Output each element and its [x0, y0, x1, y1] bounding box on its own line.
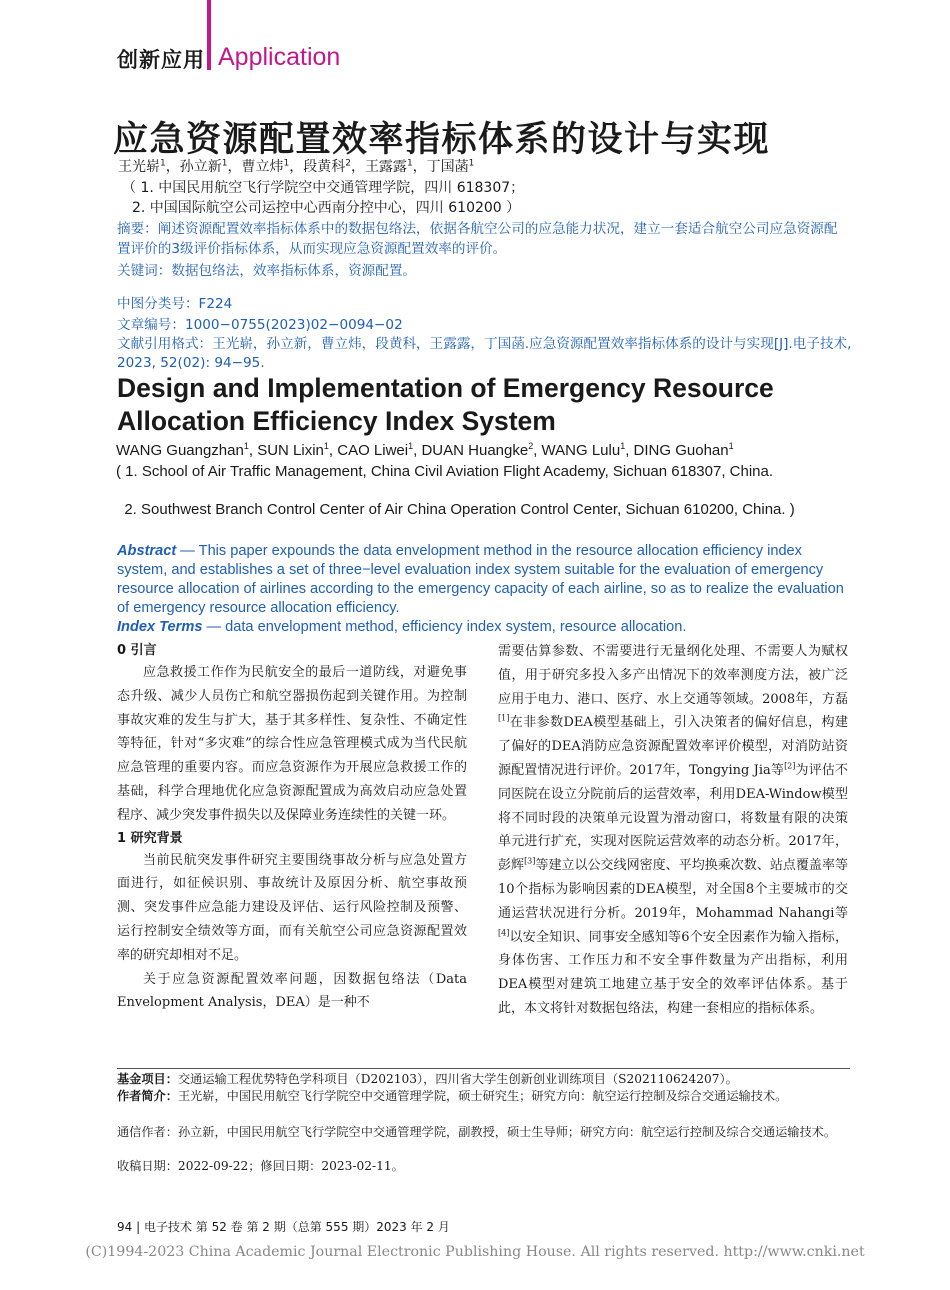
- reference-3[interactable]: [3]: [524, 856, 536, 866]
- affiliation-en-2: 2. Southwest Branch Control Center of Air China Operation Control Center, Sichuan 610200, China. ): [124, 501, 795, 518]
- class-number: 中图分类号：F224: [117, 296, 233, 312]
- background-paragraph-2: 关于应急资源配置效率问题，因数据包络法（Data Envelopment Analysis，DEA）是一种不: [117, 971, 467, 1011]
- author-cn: 王光崭: [118, 159, 160, 175]
- corresponding-note: [117, 1124, 852, 1141]
- page-footer: 94 | 电子技术 第 52 卷 第 2 期（总第 555 期）2023 年 2 月: [117, 1220, 450, 1234]
- authors-cn: 王光崭$^1$，孙立新$^1$，曹立炜$^1$，段黄科$^2$，王露露$^1$，丁国菡$^1$: [118, 158, 475, 175]
- title-cn: 应急资源配置效率指标体系的设计与实现: [113, 120, 771, 160]
- intro-paragraph: 应急救援工作作为民航安全的最后一道防线，对避免事态升级、减少人员伤亡和航空器损伤起到关键作用。为控制事故灾难的发生与扩大，基于其多样性、复杂性、不确定性等特征，针对“多灾难”的综合性应急管理模式成为当代民航应急管理的重要内容。而应急资源作为开展应急救援工作的基础，科学合理地优化应急资源配置成为高效启动应急处置程序、减少突发事件损失以及保障业务连续性的关键一环。: [117, 665, 467, 823]
- author-en: WANG Guangzhan: [116, 442, 244, 459]
- keywords-en-text: data envelopment method, efficiency index system, resource allocation.: [225, 619, 687, 635]
- author-en: SUN Lixin: [257, 442, 324, 459]
- author-cn: 王露露: [364, 159, 407, 175]
- fund-label: 基金项目：: [117, 1072, 178, 1086]
- author-bio-label: 作者简介：: [117, 1089, 178, 1103]
- author-en: DING Guohan: [633, 442, 729, 459]
- section-heading-background: 1 研究背景: [117, 830, 183, 846]
- header-accent-bar: [207, 0, 211, 70]
- author-en: WANG Lulu: [541, 442, 621, 459]
- abstract-cn: 摘要：阐述资源配置效率指标体系中的数据包络法，依据各航空公司的应急能力状况，建立一套适合航空公司应急资源配置评价的3级评价指标体系，从而实现应急资源配置效率的评价。: [117, 221, 838, 257]
- keywords-en-label: Index Terms: [117, 619, 203, 635]
- abstract-en: Abstract — This paper expounds the data envelopment method in the resource allocation efficiency index system, and establishes a set of three−level evaluation index system suitable for the evaluation of emergency resource allocation of airlines according to the emergency capacity of each airline, so as to realize the evaluation of emergency resource allocation efficiency.: [117, 543, 844, 616]
- affiliation-cn-1: （ 1. 中国民用航空飞行学院空中交通管理学院，四川 618307；: [122, 180, 525, 196]
- section-heading-intro: 0 引言: [117, 643, 157, 658]
- reference-1[interactable]: [1]: [498, 714, 510, 724]
- title-en-line-1: Design and Implementation of Emergency Resource: [117, 373, 774, 403]
- keywords-en: Index Terms — data envelopment method, efficiency index system, resource allocation.: [117, 619, 687, 635]
- reference-4[interactable]: [4]: [498, 928, 510, 938]
- author-cn: 丁国菡: [426, 159, 469, 175]
- copyright-notice: (C)1994-2023 China Academic Journal Electronic Publishing House. All rights reserved. http://www.cnki.net: [85, 1244, 865, 1260]
- background-paragraph-1: 当前民航突发事件研究主要围绕事故分析与应急处置方面进行，如征候识别、事故统计及原因分析、航空事故预测、突发事件应急能力建设及评估、运行风险控制及预警、运行控制安全绩效等方面，而有关航空公司应急资源配置效率的研究却相对不足。: [117, 852, 467, 963]
- corresponding-label: 通信作者：: [117, 1125, 178, 1139]
- author-cn: 段黄科: [303, 159, 346, 175]
- abstract-en-text: This paper expounds the data envelopment method in the resource allocation efficiency index system, and establishes a set of three−level evaluation index system suitable for the evaluation of emergency resource allocation of airlines according to the emergency capacity of each airline, so as to realize the evaluation of emergency resource allocation efficiency.: [117, 543, 844, 616]
- reference-2[interactable]: [2]: [784, 761, 796, 771]
- author-bio-text: 王光崭，中国民用航空飞行学院空中交通管理学院，硕士研究生；研究方向：航空运行控制及综合交通运输技术。: [177, 1089, 788, 1103]
- authors-en: WANG Guangzhan$^1$, SUN Lixin$^1$, CAO Liwei$^1$, DUAN Huangke$^2$, WANG Lulu$^1$, DING Guohan$^1$: [116, 441, 734, 459]
- body-column-left: [117, 640, 467, 1015]
- author-en: DUAN Huangke: [421, 442, 529, 459]
- citation-format: 文献引用格式：王光崭，孙立新，曹立炜，段黄科，王露露，丁国菡.应急资源配置效率指标体系的设计与实现[J].电子技术, 2023, 52(02): 94−95.: [117, 336, 852, 371]
- title-en: [117, 372, 877, 438]
- section-tag-cn: 创新应用: [117, 48, 205, 72]
- author-cn: 曹立炜: [241, 159, 284, 175]
- footnote-divider: [117, 1068, 850, 1069]
- dates-note: 收稿日期：2022-09-22；修回日期：2023-02-11。: [117, 1159, 404, 1173]
- affiliation-en-1: ( 1. School of Air Traffic Management, China Civil Aviation Flight Academy, Sichuan 618307, China.: [116, 463, 774, 480]
- abstract-en-label: Abstract: [117, 543, 177, 559]
- fund-note: [117, 1071, 852, 1088]
- keywords-cn: 关键词：数据包络法，效率指标体系，资源配置。: [117, 263, 417, 279]
- fund-text: 交通运输工程优势特色学科项目（D202103），四川省大学生创新创业训练项目（S202110624207）。: [177, 1072, 738, 1086]
- body-column-right: [498, 640, 848, 1021]
- section-tag-en: Application: [218, 43, 341, 71]
- author-cn: 孙立新: [179, 159, 222, 175]
- author-note: [117, 1088, 852, 1105]
- corresponding-text: 孙立新，中国民用航空飞行学院空中交通管理学院，副教授，硕士生导师；研究方向：航空运行控制及综合交通运输技术。: [177, 1125, 837, 1139]
- title-en-line-2: Allocation Efficiency Index System: [117, 406, 556, 436]
- background-paragraph-2-continued: 需要估算参数、不需要进行无量纲化处理、不需要人为赋权值，用于研究多投入多产出情况下的效率测度方法，被广泛应用于电力、港口、医疗、水上交通等领域。2008年，方磊[1]在非参数DEA模型基础上，引入决策者的偏好信息，构建了偏好的DEA消防应急资源配置效率评价模型，对消防站资源配置情况进行评价。2017年，Tongying Jia等[2]为评估不同医院在设立分院前后的运营效率，利用DEA-Window模型将不同时段的决策单元设置为滑动窗口，将数量有限的决策单元进行扩充，实现对医院运营效率的动态分析。2017年，彭辉[3]等建立以公交线网密度、平均换乘次数、站点覆盖率等10个指标为影响因素的DEA模型，对全国8个主要城市的交通运营状况进行分析。2019年，Mohammad Nahangi等[4]以安全知识、同事安全感知等6个安全因素作为输入指标，身体伤害、工作压力和不安全事件数量为产出指标，利用DEA模型对建筑工地建立基于安全的效率评估体系。基于此，本文将针对数据包络法，构建一套相应的指标体系。: [498, 644, 848, 1016]
- affiliation-cn-2: 2. 中国国际航空公司运控中心西南分控中心，四川 610200 ）: [132, 200, 521, 216]
- author-en: CAO Liwei: [337, 442, 409, 459]
- article-number: 文章编号：1000−0755(2023)02−0094−02: [117, 317, 403, 333]
